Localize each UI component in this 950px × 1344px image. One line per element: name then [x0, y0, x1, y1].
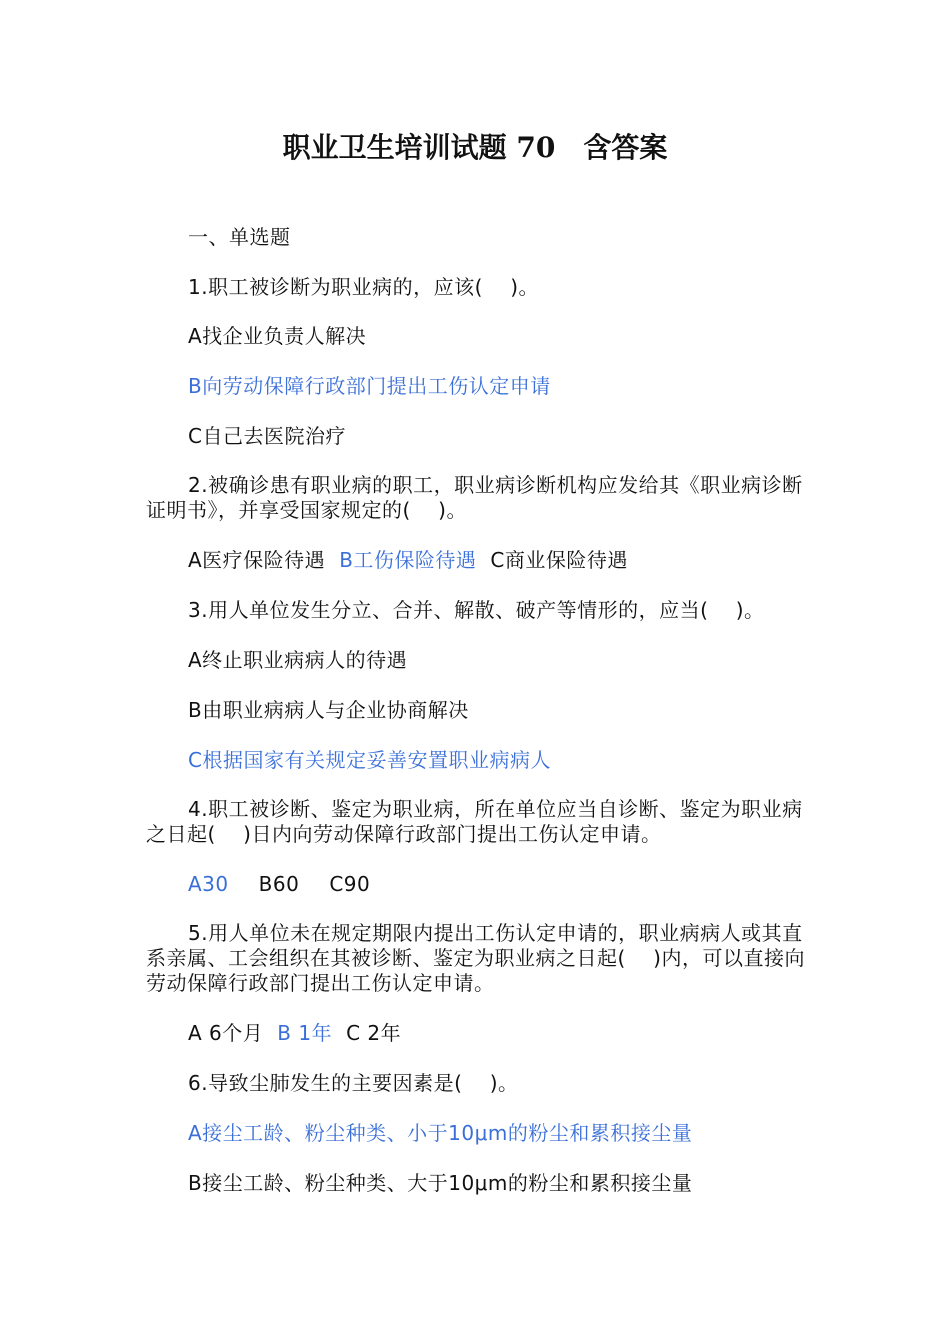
question-1-option-a: A找企业负责人解决 — [188, 324, 367, 348]
question-2-option-b: B工伤保险待遇 — [339, 548, 477, 572]
document-title: 职业卫生培训试题 70 含答案 — [282, 131, 668, 164]
question-1-option-b: B向劳动保障行政部门提出工伤认定申请 — [188, 374, 551, 398]
question-4-option-a: A30 — [188, 872, 229, 896]
question-1-option-c: C自己去医院治疗 — [188, 424, 346, 448]
question-3-option-a: A终止职业病病人的待遇 — [188, 648, 408, 672]
question-2-text: 2.被确诊患有职业病的职工，职业病诊断机构应发给其《职业病诊断证明书》，并享受国家规定的( )。 — [146, 473, 803, 522]
question-5-option-c: C 2年 — [346, 1021, 402, 1045]
question-3-option-c: C根据国家有关规定妥善安置职业病病人 — [188, 748, 551, 772]
question-4-option-c: C90 — [329, 872, 371, 896]
question-5-options — [188, 1020, 401, 1046]
question-1-text: 1.职工被诊断为职业病的，应该( )。 — [188, 275, 540, 299]
question-4-option-b: B60 — [258, 872, 300, 896]
question-3-option-b: B由职业病病人与企业协商解决 — [188, 698, 469, 722]
question-2-option-c: C商业保险待遇 — [490, 548, 628, 572]
question-6-option-b: B接尘工龄、粉尘种类、大于10μm的粉尘和累积接尘量 — [188, 1171, 693, 1195]
question-5-option-a: A 6个月 — [188, 1021, 264, 1045]
question-5-text: 5.用人单位未在规定期限内提出工伤认定申请的，职业病病人或其直系亲属、工会组织在其被诊断、鉴定为职业病之日起( )内，可以直接向劳动保障行政部门提出工伤认定申请。 — [146, 921, 805, 995]
question-6-option-a: A接尘工龄、粉尘种类、小于10μm的粉尘和累积接尘量 — [188, 1121, 693, 1145]
question-2-option-a: A医疗保险待遇 — [188, 548, 326, 572]
question-2-options — [188, 547, 628, 573]
question-3-text: 3.用人单位发生分立、合并、解散、破产等情形的，应当( )。 — [188, 598, 765, 622]
question-5-option-b: B 1年 — [277, 1021, 333, 1045]
question-6-text: 6.导致尘肺发生的主要因素是( )。 — [188, 1071, 519, 1095]
section-heading: 一、单选题 — [188, 225, 291, 249]
question-4-text: 4.职工被诊断、鉴定为职业病，所在单位应当自诊断、鉴定为职业病之日起( )日内向劳动保障行政部门提出工伤认定申请。 — [146, 797, 803, 846]
question-4-options — [188, 871, 370, 897]
